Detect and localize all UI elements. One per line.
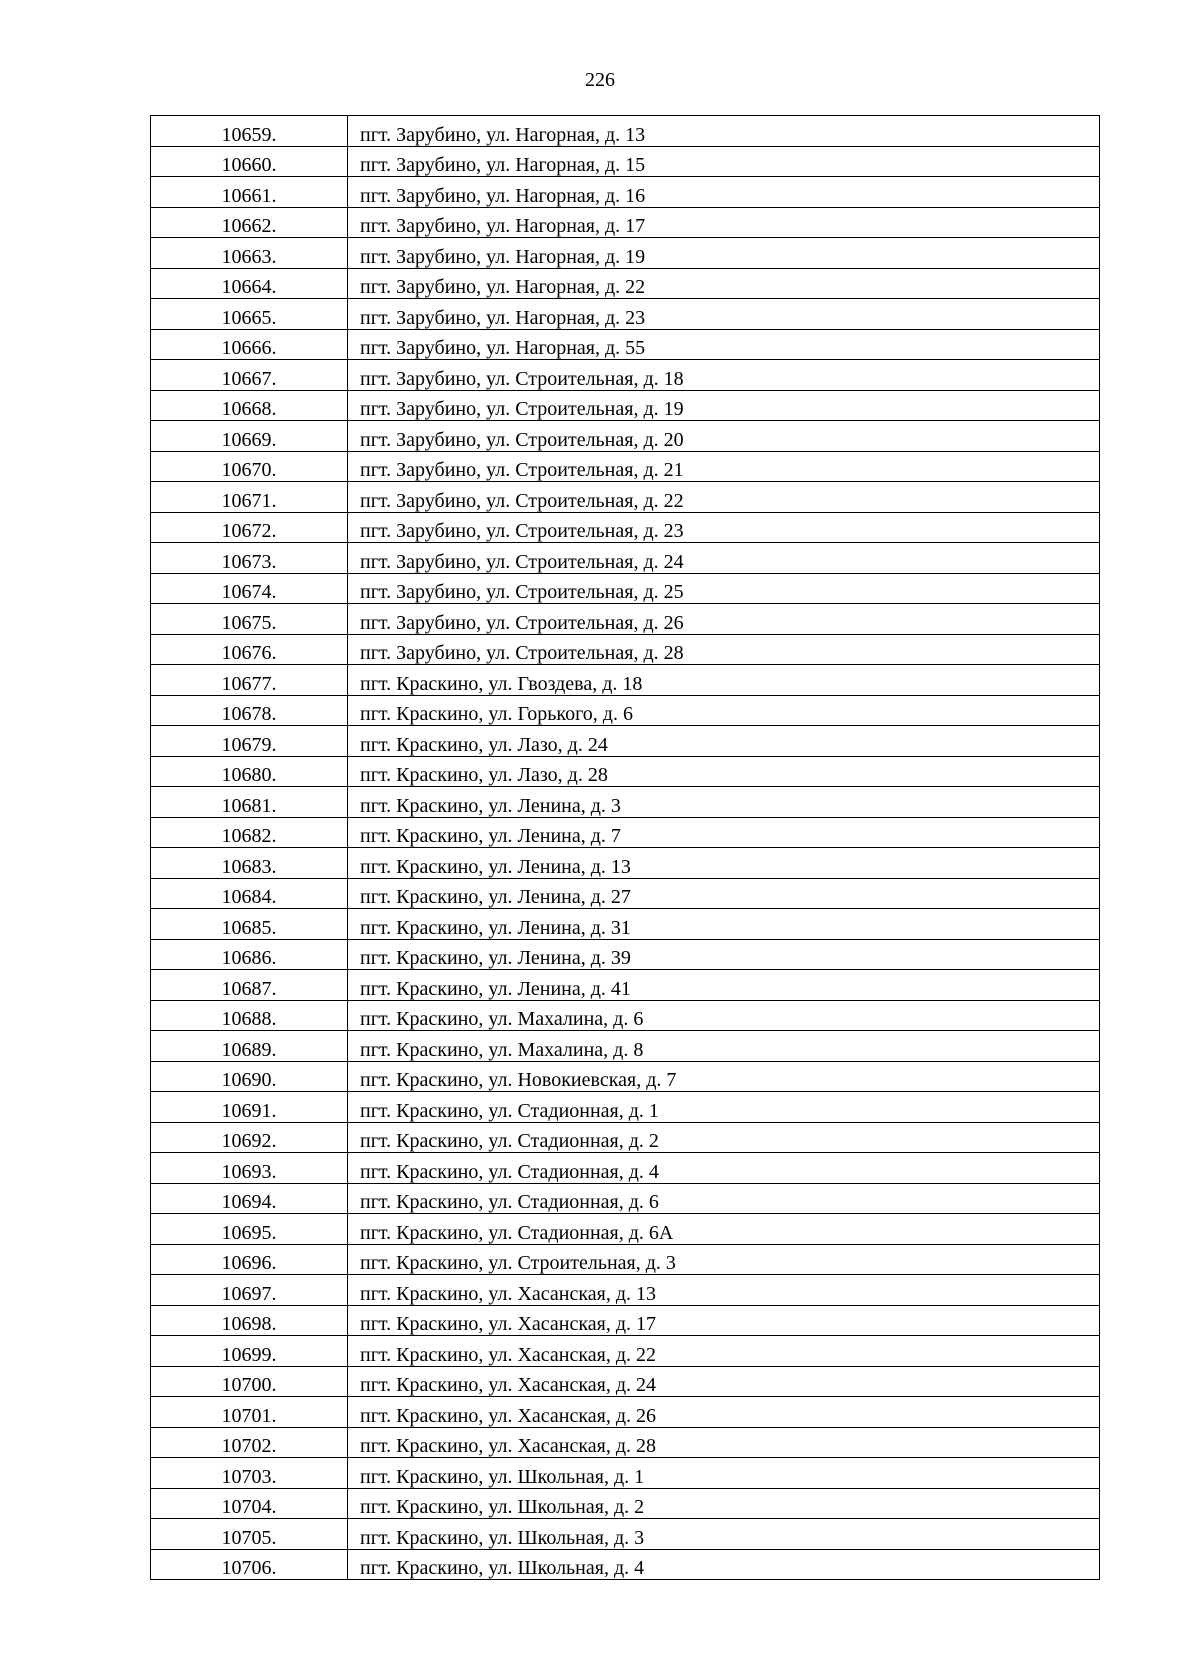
address-cell: пгт. Зарубино, ул. Строительная, д. 22 bbox=[348, 482, 1100, 513]
table-row bbox=[151, 1488, 1100, 1519]
row-number-cell: 10671. bbox=[151, 482, 348, 513]
table-row bbox=[151, 360, 1100, 391]
table-row bbox=[151, 329, 1100, 360]
table-row bbox=[151, 665, 1100, 696]
table-row bbox=[151, 878, 1100, 909]
row-number-cell: 10666. bbox=[151, 329, 348, 360]
table-row bbox=[151, 1122, 1100, 1153]
row-number-cell: 10692. bbox=[151, 1122, 348, 1153]
table-row bbox=[151, 1031, 1100, 1062]
address-cell: пгт. Краскино, ул. Строительная, д. 3 bbox=[348, 1244, 1100, 1275]
row-number-cell: 10699. bbox=[151, 1336, 348, 1367]
table-row bbox=[151, 604, 1100, 635]
address-cell: пгт. Зарубино, ул. Строительная, д. 26 bbox=[348, 604, 1100, 635]
page-number: 226 bbox=[585, 69, 615, 91]
table-row bbox=[151, 451, 1100, 482]
address-cell: пгт. Краскино, ул. Ленина, д. 27 bbox=[348, 878, 1100, 909]
table-row bbox=[151, 421, 1100, 452]
row-number-cell: 10678. bbox=[151, 695, 348, 726]
address-cell: пгт. Краскино, ул. Хасанская, д. 17 bbox=[348, 1305, 1100, 1336]
table-row bbox=[151, 1061, 1100, 1092]
address-cell: пгт. Краскино, ул. Стадионная, д. 2 bbox=[348, 1122, 1100, 1153]
row-number-cell: 10697. bbox=[151, 1275, 348, 1306]
address-cell: пгт. Краскино, ул. Хасанская, д. 13 bbox=[348, 1275, 1100, 1306]
table-row bbox=[151, 1244, 1100, 1275]
address-cell: пгт. Краскино, ул. Стадионная, д. 6 bbox=[348, 1183, 1100, 1214]
table-row bbox=[151, 726, 1100, 757]
table-row bbox=[151, 848, 1100, 879]
address-cell: пгт. Краскино, ул. Ленина, д. 7 bbox=[348, 817, 1100, 848]
row-number-cell: 10677. bbox=[151, 665, 348, 696]
row-number-cell: 10660. bbox=[151, 146, 348, 177]
address-registry-body bbox=[151, 116, 1100, 1580]
row-number-cell: 10662. bbox=[151, 207, 348, 238]
address-cell: пгт. Краскино, ул. Хасанская, д. 28 bbox=[348, 1427, 1100, 1458]
row-number-cell: 10667. bbox=[151, 360, 348, 391]
row-number-cell: 10695. bbox=[151, 1214, 348, 1245]
table-row bbox=[151, 695, 1100, 726]
address-cell: пгт. Зарубино, ул. Строительная, д. 21 bbox=[348, 451, 1100, 482]
row-number-cell: 10693. bbox=[151, 1153, 348, 1184]
row-number-cell: 10672. bbox=[151, 512, 348, 543]
address-cell: пгт. Зарубино, ул. Строительная, д. 19 bbox=[348, 390, 1100, 421]
row-number-cell: 10673. bbox=[151, 543, 348, 574]
table-row bbox=[151, 1000, 1100, 1031]
row-number-cell: 10703. bbox=[151, 1458, 348, 1489]
table-row bbox=[151, 756, 1100, 787]
address-cell: пгт. Зарубино, ул. Строительная, д. 24 bbox=[348, 543, 1100, 574]
table-row bbox=[151, 1153, 1100, 1184]
address-cell: пгт. Краскино, ул. Лазо, д. 24 bbox=[348, 726, 1100, 757]
row-number-cell: 10696. bbox=[151, 1244, 348, 1275]
row-number-cell: 10676. bbox=[151, 634, 348, 665]
table-row bbox=[151, 817, 1100, 848]
table-row bbox=[151, 268, 1100, 299]
table-row bbox=[151, 299, 1100, 330]
table-row bbox=[151, 482, 1100, 513]
address-cell: пгт. Краскино, ул. Школьная, д. 4 bbox=[348, 1549, 1100, 1580]
address-cell: пгт. Зарубино, ул. Нагорная, д. 23 bbox=[348, 299, 1100, 330]
address-cell: пгт. Зарубино, ул. Нагорная, д. 13 bbox=[348, 116, 1100, 147]
table-row bbox=[151, 939, 1100, 970]
table-row bbox=[151, 543, 1100, 574]
address-cell: пгт. Краскино, ул. Лазо, д. 28 bbox=[348, 756, 1100, 787]
row-number-cell: 10668. bbox=[151, 390, 348, 421]
address-cell: пгт. Краскино, ул. Хасанская, д. 24 bbox=[348, 1366, 1100, 1397]
address-cell: пгт. Зарубино, ул. Нагорная, д. 15 bbox=[348, 146, 1100, 177]
row-number-cell: 10694. bbox=[151, 1183, 348, 1214]
table-row bbox=[151, 1214, 1100, 1245]
table-row bbox=[151, 116, 1100, 147]
row-number-cell: 10664. bbox=[151, 268, 348, 299]
row-number-cell: 10702. bbox=[151, 1427, 348, 1458]
address-cell: пгт. Зарубино, ул. Строительная, д. 18 bbox=[348, 360, 1100, 391]
row-number-cell: 10674. bbox=[151, 573, 348, 604]
table-row bbox=[151, 1397, 1100, 1428]
address-cell: пгт. Краскино, ул. Стадионная, д. 6А bbox=[348, 1214, 1100, 1245]
table-row bbox=[151, 1519, 1100, 1550]
row-number-cell: 10687. bbox=[151, 970, 348, 1001]
row-number-cell: 10705. bbox=[151, 1519, 348, 1550]
row-number-cell: 10663. bbox=[151, 238, 348, 269]
address-cell: пгт. Краскино, ул. Школьная, д. 2 bbox=[348, 1488, 1100, 1519]
row-number-cell: 10682. bbox=[151, 817, 348, 848]
table-row bbox=[151, 909, 1100, 940]
address-cell: пгт. Зарубино, ул. Нагорная, д. 55 bbox=[348, 329, 1100, 360]
table-row bbox=[151, 238, 1100, 269]
table-row bbox=[151, 634, 1100, 665]
address-cell: пгт. Зарубино, ул. Нагорная, д. 16 bbox=[348, 177, 1100, 208]
row-number-cell: 10669. bbox=[151, 421, 348, 452]
table-row bbox=[151, 512, 1100, 543]
address-cell: пгт. Зарубино, ул. Нагорная, д. 17 bbox=[348, 207, 1100, 238]
row-number-cell: 10680. bbox=[151, 756, 348, 787]
row-number-cell: 10689. bbox=[151, 1031, 348, 1062]
row-number-cell: 10685. bbox=[151, 909, 348, 940]
address-cell: пгт. Краскино, ул. Махалина, д. 6 bbox=[348, 1000, 1100, 1031]
table-row bbox=[151, 1092, 1100, 1123]
row-number-cell: 10698. bbox=[151, 1305, 348, 1336]
table-row bbox=[151, 1366, 1100, 1397]
row-number-cell: 10670. bbox=[151, 451, 348, 482]
table-row bbox=[151, 146, 1100, 177]
table-row bbox=[151, 207, 1100, 238]
row-number-cell: 10665. bbox=[151, 299, 348, 330]
table-row bbox=[151, 1183, 1100, 1214]
row-number-cell: 10659. bbox=[151, 116, 348, 147]
row-number-cell: 10681. bbox=[151, 787, 348, 818]
row-number-cell: 10688. bbox=[151, 1000, 348, 1031]
address-cell: пгт. Зарубино, ул. Нагорная, д. 19 bbox=[348, 238, 1100, 269]
row-number-cell: 10679. bbox=[151, 726, 348, 757]
address-registry-table bbox=[150, 115, 1100, 1580]
address-cell: пгт. Зарубино, ул. Строительная, д. 23 bbox=[348, 512, 1100, 543]
row-number-cell: 10691. bbox=[151, 1092, 348, 1123]
row-number-cell: 10661. bbox=[151, 177, 348, 208]
table-row bbox=[151, 970, 1100, 1001]
row-number-cell: 10700. bbox=[151, 1366, 348, 1397]
address-cell: пгт. Зарубино, ул. Нагорная, д. 22 bbox=[348, 268, 1100, 299]
row-number-cell: 10683. bbox=[151, 848, 348, 879]
address-cell: пгт. Краскино, ул. Ленина, д. 13 bbox=[348, 848, 1100, 879]
row-number-cell: 10675. bbox=[151, 604, 348, 635]
address-cell: пгт. Краскино, ул. Ленина, д. 3 bbox=[348, 787, 1100, 818]
table-row bbox=[151, 1305, 1100, 1336]
address-cell: пгт. Зарубино, ул. Строительная, д. 28 bbox=[348, 634, 1100, 665]
address-cell: пгт. Краскино, ул. Махалина, д. 8 bbox=[348, 1031, 1100, 1062]
address-cell: пгт. Краскино, ул. Хасанская, д. 26 bbox=[348, 1397, 1100, 1428]
address-cell: пгт. Зарубино, ул. Строительная, д. 20 bbox=[348, 421, 1100, 452]
row-number-cell: 10686. bbox=[151, 939, 348, 970]
address-cell: пгт. Краскино, ул. Новокиевская, д. 7 bbox=[348, 1061, 1100, 1092]
row-number-cell: 10701. bbox=[151, 1397, 348, 1428]
address-cell: пгт. Краскино, ул. Ленина, д. 31 bbox=[348, 909, 1100, 940]
table-row bbox=[151, 1427, 1100, 1458]
table-row bbox=[151, 1458, 1100, 1489]
address-cell: пгт. Краскино, ул. Гвоздева, д. 18 bbox=[348, 665, 1100, 696]
address-cell: пгт. Краскино, ул. Школьная, д. 1 bbox=[348, 1458, 1100, 1489]
address-cell: пгт. Краскино, ул. Хасанская, д. 22 bbox=[348, 1336, 1100, 1367]
address-cell: пгт. Краскино, ул. Школьная, д. 3 bbox=[348, 1519, 1100, 1550]
address-cell: пгт. Краскино, ул. Стадионная, д. 4 bbox=[348, 1153, 1100, 1184]
table-row bbox=[151, 1336, 1100, 1367]
address-cell: пгт. Краскино, ул. Стадионная, д. 1 bbox=[348, 1092, 1100, 1123]
table-row bbox=[151, 177, 1100, 208]
row-number-cell: 10704. bbox=[151, 1488, 348, 1519]
table-row bbox=[151, 787, 1100, 818]
table-row bbox=[151, 573, 1100, 604]
address-cell: пгт. Краскино, ул. Ленина, д. 41 bbox=[348, 970, 1100, 1001]
address-cell: пгт. Краскино, ул. Горького, д. 6 bbox=[348, 695, 1100, 726]
row-number-cell: 10690. bbox=[151, 1061, 348, 1092]
table-row bbox=[151, 1549, 1100, 1580]
table-row bbox=[151, 390, 1100, 421]
row-number-cell: 10684. bbox=[151, 878, 348, 909]
row-number-cell: 10706. bbox=[151, 1549, 348, 1580]
address-cell: пгт. Краскино, ул. Ленина, д. 39 bbox=[348, 939, 1100, 970]
address-cell: пгт. Зарубино, ул. Строительная, д. 25 bbox=[348, 573, 1100, 604]
table-row bbox=[151, 1275, 1100, 1306]
